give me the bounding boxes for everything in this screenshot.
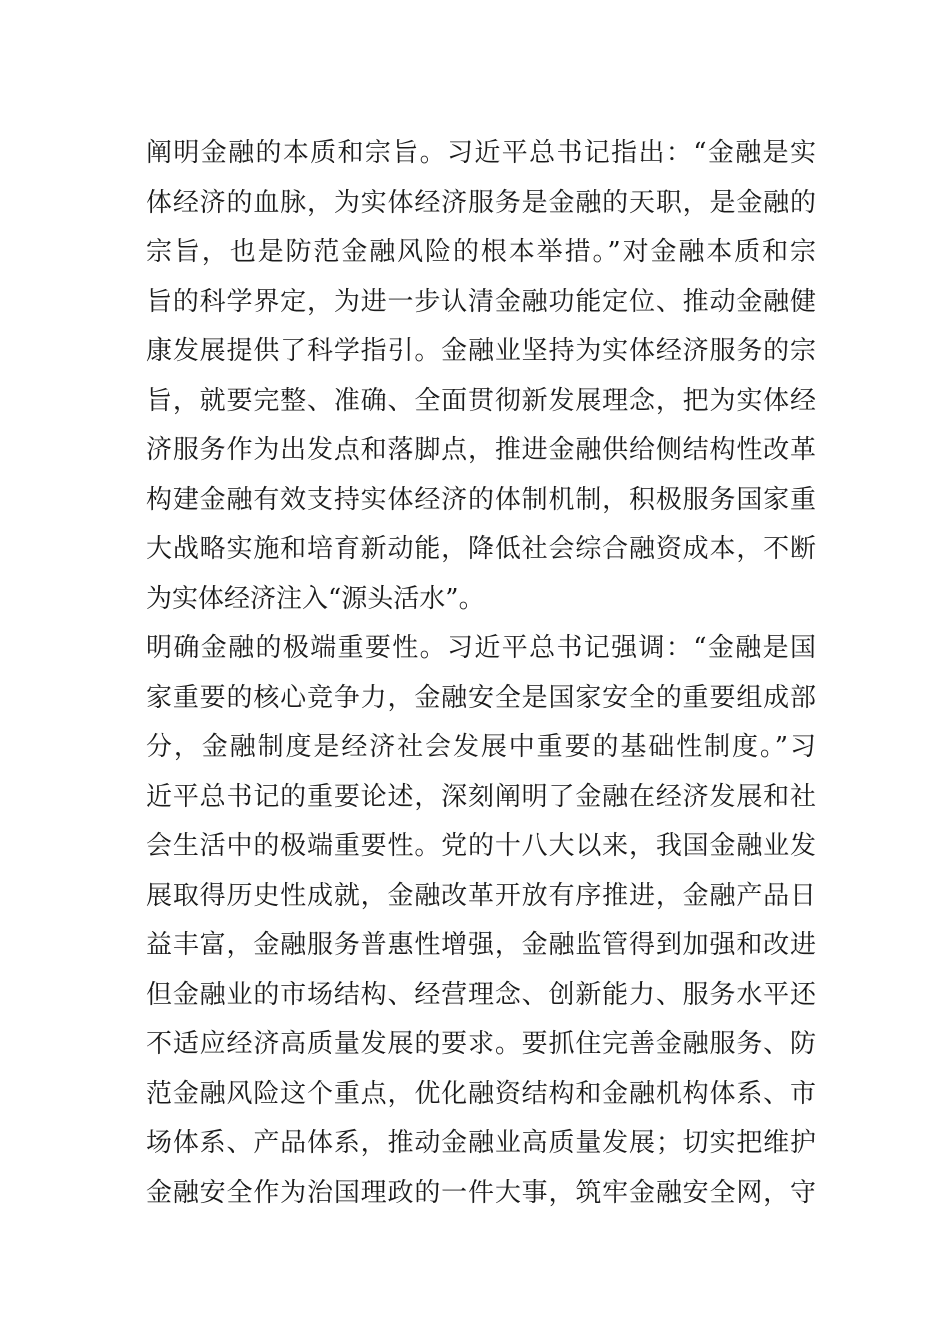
paragraph-importance xyxy=(146,624,816,1218)
text-line: 济服务作为出发点和落脚点，推进金融供给侧结构性改革 xyxy=(146,435,816,465)
text-line: 宗旨，也是防范金融风险的根本举措。”对金融本质和宗 xyxy=(146,237,816,267)
text-line: 康发展提供了科学指引。金融业坚持为实体经济服务的宗 xyxy=(146,336,816,366)
text-line: 但金融业的市场结构、经营理念、创新能力、服务水平还 xyxy=(146,979,816,1010)
text-line: 旨，就要完整、准确、全面贯彻新发展理念，把为实体经 xyxy=(146,385,816,416)
text-line: 分，金融制度是经济社会发展中重要的基础性制度。”习 xyxy=(146,732,816,762)
text-line: 近平总书记的重要论述，深刻阐明了金融在经济发展和社 xyxy=(146,781,816,812)
text-line: 阐明金融的本质和宗旨。习近平总书记指出：“金融是实 xyxy=(146,138,816,168)
text-line: 为实体经济注入“源头活水”。 xyxy=(146,583,485,614)
text-line: 范金融风险这个重点，优化融资结构和金融机构体系、市 xyxy=(146,1078,816,1109)
text-line: 家重要的核心竞争力，金融安全是国家安全的重要组成部 xyxy=(146,682,816,713)
text-line: 益丰富，金融服务普惠性增强，金融监管得到加强和改进 xyxy=(146,930,816,960)
text-line: 旨的科学界定，为进一步认清金融功能定位、推动金融健 xyxy=(146,286,816,317)
text-line: 展取得历史性成就，金融改革开放有序推进，金融产品日 xyxy=(146,880,816,911)
text-line: 不适应经济高质量发展的要求。要抓住完善金融服务、防 xyxy=(146,1029,816,1059)
text-line: 会生活中的极端重要性。党的十八大以来，我国金融业发 xyxy=(146,831,816,861)
body-text xyxy=(146,129,816,1218)
text-line: 体经济的血脉，为实体经济服务是金融的天职，是金融的 xyxy=(146,187,816,218)
text-line: 大战略实施和培育新动能，降低社会综合融资成本，不断 xyxy=(146,534,816,564)
text-line: 金融安全作为治国理政的一件大事，筑牢金融安全网，守 xyxy=(146,1177,816,1208)
text-line: 场体系、产品体系，推动金融业高质量发展；切实把维护 xyxy=(146,1128,816,1158)
text-line: 构建金融有效支持实体经济的体制机制，积极服务国家重 xyxy=(146,484,816,515)
paragraph-essence xyxy=(146,129,816,624)
text-line: 明确金融的极端重要性。习近平总书记强调：“金融是国 xyxy=(146,633,816,663)
